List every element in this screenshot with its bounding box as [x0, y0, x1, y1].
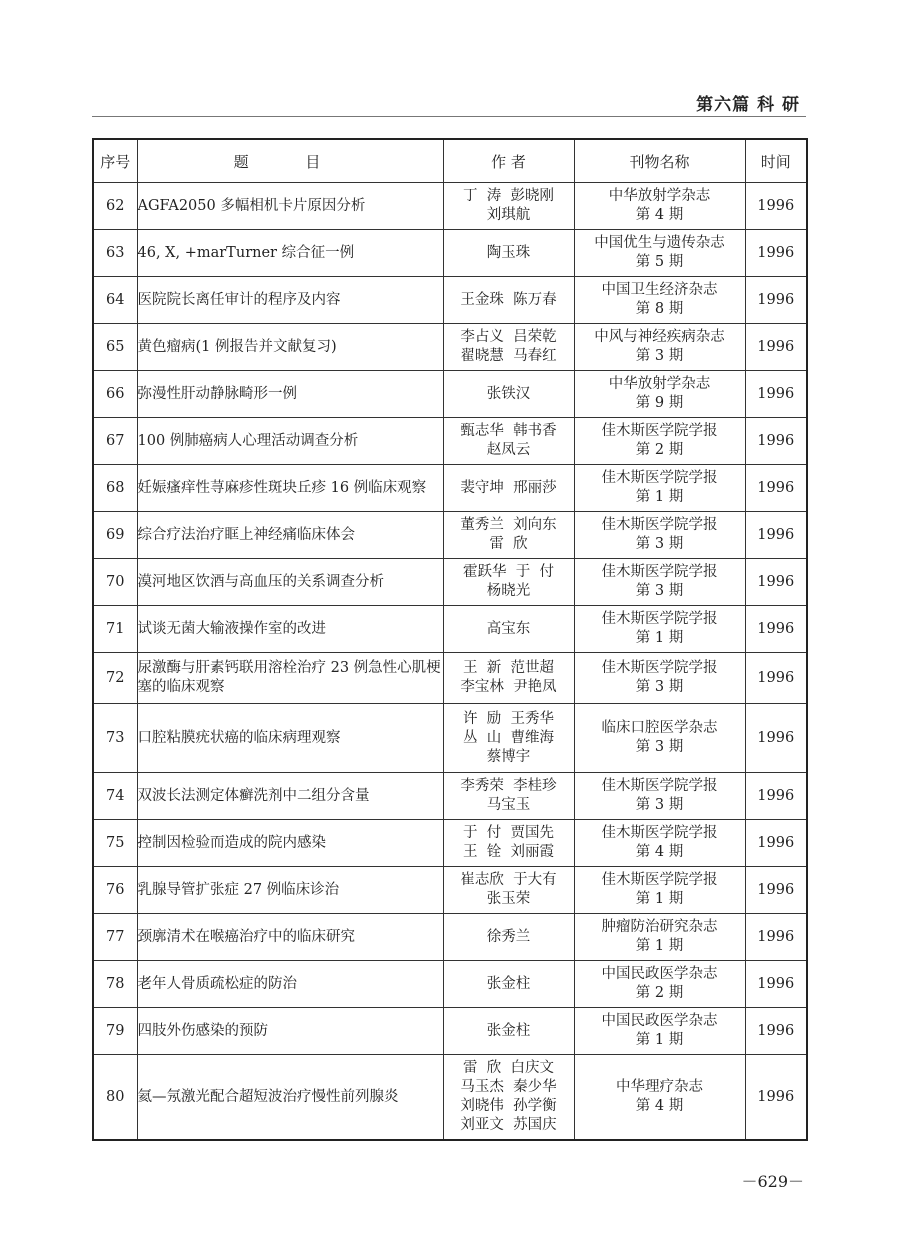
paper-authors: 于 付 贾国先 王 铨 刘丽霞 [443, 820, 574, 867]
paper-title: AGFA2050 多幅相机卡片原因分析 [137, 183, 443, 230]
paper-title: 颈廓清术在喉癌治疗中的临床研究 [137, 914, 443, 961]
table-row [93, 465, 807, 512]
row-number: 80 [93, 1055, 137, 1141]
paper-title: 医院院长离任审计的程序及内容 [137, 277, 443, 324]
publication-year: 1996 [745, 820, 807, 867]
journal-name: 中国优生与遗传杂志 第 5 期 [574, 230, 745, 277]
paper-title: 双波长法测定体癣洗剂中二组分含量 [137, 773, 443, 820]
paper-title: 四肢外伤感染的预防 [137, 1008, 443, 1055]
table-row [93, 1055, 807, 1141]
journal-name: 中华放射学杂志 第 4 期 [574, 183, 745, 230]
page-number: －629－ [741, 1172, 804, 1191]
journal-name: 佳木斯医学院学报 第 3 期 [574, 653, 745, 704]
publication-year: 1996 [745, 653, 807, 704]
publication-year: 1996 [745, 277, 807, 324]
paper-authors: 霍跃华 于 付 杨晓光 [443, 559, 574, 606]
paper-title: 妊娠瘙痒性荨麻疹性斑块丘疹 16 例临床观察 [137, 465, 443, 512]
paper-title: 老年人骨质疏松症的防治 [137, 961, 443, 1008]
paper-title: 控制因检验而造成的院内感染 [137, 820, 443, 867]
paper-authors: 李秀荣 李桂珍 马宝玉 [443, 773, 574, 820]
journal-name: 佳木斯医学院学报 第 1 期 [574, 867, 745, 914]
row-number: 75 [93, 820, 137, 867]
table-row [93, 183, 807, 230]
paper-authors: 丁 涛 彭晓刚 刘琪航 [443, 183, 574, 230]
journal-name: 佳木斯医学院学报 第 3 期 [574, 512, 745, 559]
row-number: 70 [93, 559, 137, 606]
chapter-title: 第六篇 科 研 [696, 95, 800, 115]
row-number: 66 [93, 371, 137, 418]
paper-authors: 张铁汉 [443, 371, 574, 418]
publication-year: 1996 [745, 1055, 807, 1141]
table-row [93, 606, 807, 653]
paper-authors: 徐秀兰 [443, 914, 574, 961]
journal-name: 中风与神经疾病杂志 第 3 期 [574, 324, 745, 371]
table-row [93, 324, 807, 371]
row-number: 74 [93, 773, 137, 820]
journal-name: 肿瘤防治研究杂志 第 1 期 [574, 914, 745, 961]
table-row [93, 704, 807, 773]
journal-name: 佳木斯医学院学报 第 3 期 [574, 559, 745, 606]
row-number: 76 [93, 867, 137, 914]
paper-authors: 王 新 范世超 李宝林 尹艳凤 [443, 653, 574, 704]
table-row [93, 820, 807, 867]
paper-authors: 王金珠 陈万春 [443, 277, 574, 324]
paper-authors: 陶玉珠 [443, 230, 574, 277]
table-row [93, 1008, 807, 1055]
column-header-authors: 作 者 [443, 139, 574, 183]
journal-name: 中国民政医学杂志 第 1 期 [574, 1008, 745, 1055]
row-number: 78 [93, 961, 137, 1008]
table-row [93, 867, 807, 914]
publication-year: 1996 [745, 704, 807, 773]
paper-title: 口腔粘膜疣状癌的临床病理观察 [137, 704, 443, 773]
journal-name: 佳木斯医学院学报 第 3 期 [574, 773, 745, 820]
publication-year: 1996 [745, 1008, 807, 1055]
table-row [93, 230, 807, 277]
journal-name: 临床口腔医学杂志 第 3 期 [574, 704, 745, 773]
paper-title: 46, X, +marTurner 综合征一例 [137, 230, 443, 277]
running-head [92, 90, 806, 117]
table-header-row [93, 139, 807, 183]
publication-year: 1996 [745, 961, 807, 1008]
paper-authors: 许 励 王秀华 丛 山 曹维海 蔡博宇 [443, 704, 574, 773]
publication-year: 1996 [745, 559, 807, 606]
row-number: 62 [93, 183, 137, 230]
publication-year: 1996 [745, 465, 807, 512]
paper-authors: 张金柱 [443, 1008, 574, 1055]
paper-authors: 李占义 吕荣乾 翟晓慧 马春红 [443, 324, 574, 371]
journal-name: 中华放射学杂志 第 9 期 [574, 371, 745, 418]
paper-title: 弥漫性肝动静脉畸形一例 [137, 371, 443, 418]
publication-year: 1996 [745, 183, 807, 230]
paper-title: 综合疗法治疗眶上神经痛临床体会 [137, 512, 443, 559]
table-row [93, 418, 807, 465]
paper-authors: 崔志欣 于大有 张玉荣 [443, 867, 574, 914]
row-number: 63 [93, 230, 137, 277]
paper-authors: 董秀兰 刘向东 雷 欣 [443, 512, 574, 559]
publication-year: 1996 [745, 773, 807, 820]
publication-year: 1996 [745, 371, 807, 418]
row-number: 79 [93, 1008, 137, 1055]
publications-table [92, 138, 808, 1141]
column-header-title: 题 目 [137, 139, 443, 183]
journal-name: 佳木斯医学院学报 第 1 期 [574, 465, 745, 512]
table-row [93, 773, 807, 820]
row-number: 64 [93, 277, 137, 324]
row-number: 73 [93, 704, 137, 773]
paper-title: 尿激酶与肝素钙联用溶栓治疗 23 例急性心肌梗塞的临床观察 [137, 653, 443, 704]
column-header-year: 时间 [745, 139, 807, 183]
paper-authors: 甄志华 韩书香 赵凤云 [443, 418, 574, 465]
journal-name: 中华理疗杂志 第 4 期 [574, 1055, 745, 1141]
table-row [93, 961, 807, 1008]
row-number: 71 [93, 606, 137, 653]
paper-title: 漠河地区饮酒与高血压的关系调查分析 [137, 559, 443, 606]
paper-title: 黄色瘤病(1 例报告并文献复习) [137, 324, 443, 371]
table-row [93, 371, 807, 418]
paper-authors: 张金柱 [443, 961, 574, 1008]
publication-year: 1996 [745, 324, 807, 371]
paper-authors: 雷 欣 白庆文 马玉杰 秦少华 刘晓伟 孙学衡 刘亚文 苏国庆 [443, 1055, 574, 1141]
journal-name: 佳木斯医学院学报 第 4 期 [574, 820, 745, 867]
paper-authors: 裴守坤 邢丽莎 [443, 465, 574, 512]
paper-title: 乳腺导管扩张症 27 例临床诊治 [137, 867, 443, 914]
publication-year: 1996 [745, 606, 807, 653]
table-row [93, 559, 807, 606]
journal-name: 中国卫生经济杂志 第 8 期 [574, 277, 745, 324]
publication-year: 1996 [745, 914, 807, 961]
publication-year: 1996 [745, 418, 807, 465]
row-number: 72 [93, 653, 137, 704]
row-number: 65 [93, 324, 137, 371]
publication-year: 1996 [745, 512, 807, 559]
paper-authors: 高宝东 [443, 606, 574, 653]
table-row [93, 512, 807, 559]
row-number: 69 [93, 512, 137, 559]
journal-name: 佳木斯医学院学报 第 1 期 [574, 606, 745, 653]
row-number: 68 [93, 465, 137, 512]
table-row [93, 653, 807, 704]
paper-title: 试谈无菌大输液操作室的改进 [137, 606, 443, 653]
table-row [93, 914, 807, 961]
journal-name: 中国民政医学杂志 第 2 期 [574, 961, 745, 1008]
column-header-journal: 刊物名称 [574, 139, 745, 183]
column-header-number: 序号 [93, 139, 137, 183]
paper-title: 100 例肺癌病人心理活动调查分析 [137, 418, 443, 465]
table-row [93, 277, 807, 324]
row-number: 77 [93, 914, 137, 961]
publication-year: 1996 [745, 867, 807, 914]
journal-name: 佳木斯医学院学报 第 2 期 [574, 418, 745, 465]
paper-title: 氦—氖激光配合超短波治疗慢性前列腺炎 [137, 1055, 443, 1141]
publication-year: 1996 [745, 230, 807, 277]
row-number: 67 [93, 418, 137, 465]
